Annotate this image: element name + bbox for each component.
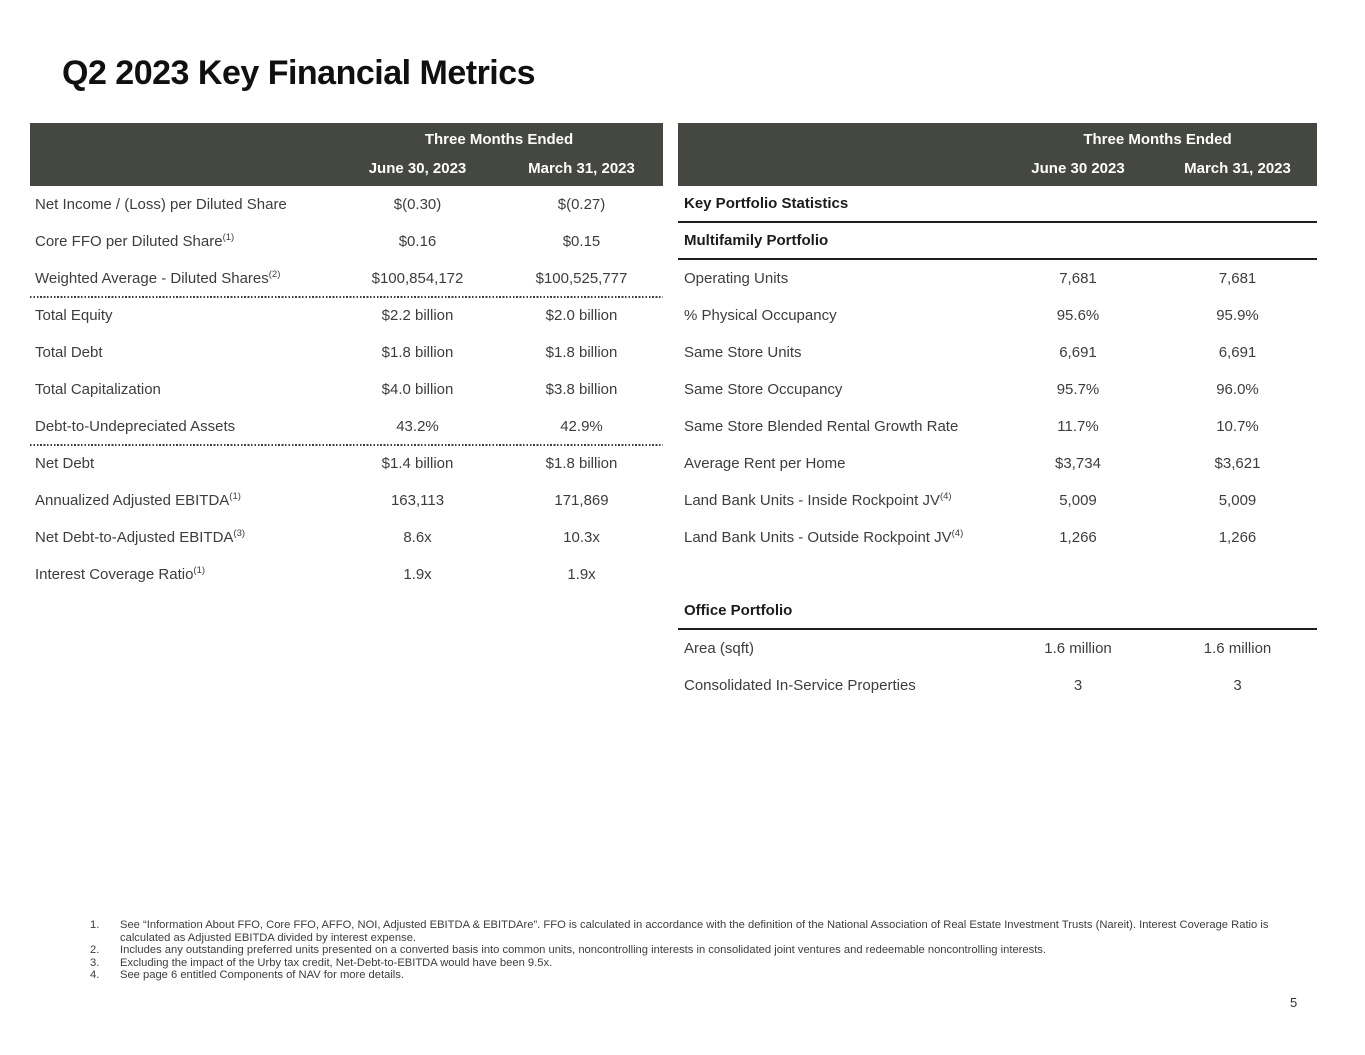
row-value-june: $4.0 billion <box>381 381 454 398</box>
table-row <box>678 482 1317 519</box>
table-row <box>30 186 663 223</box>
row-label: % Physical Occupancy <box>684 307 837 324</box>
table-row <box>678 519 1317 556</box>
footnote-ref: (2) <box>268 269 281 280</box>
row-label: Land Bank Units - Inside Rockpoint JV$^{(4)}$ <box>684 491 952 509</box>
table-row <box>678 297 1317 334</box>
row-label: Core FFO per Diluted Share$^{(1)}$ <box>35 232 235 250</box>
row-value-march: $(0.27) <box>557 196 606 213</box>
period-label: Three Months Ended <box>424 131 574 148</box>
table-row <box>30 334 663 371</box>
footnotes <box>90 919 1275 982</box>
row-label: Net Debt <box>35 455 95 472</box>
row-label: Same Store Units <box>684 344 802 361</box>
table-row <box>30 482 663 519</box>
row-value-june: 1,266 <box>1059 529 1097 546</box>
row-label: Average Rent per Home <box>684 455 846 472</box>
footnote-ref: (4) <box>939 491 952 502</box>
capitalization-group <box>30 297 663 445</box>
table-row <box>678 667 1317 704</box>
footnote-text: See page 6 entitled Components of NAV for more details. <box>120 969 404 981</box>
column-header-march: March 31, 2023 <box>528 160 635 177</box>
row-value-march: 171,869 <box>554 492 609 509</box>
row-label: Total Capitalization <box>35 381 161 398</box>
row-value-june: $2.2 billion <box>381 307 454 324</box>
row-value-june: 95.6% <box>1056 307 1100 324</box>
row-value-march: $3.8 billion <box>545 381 618 398</box>
row-value-march: 1.6 million <box>1203 640 1272 657</box>
row-value-june: $0.16 <box>398 233 437 250</box>
table-row <box>678 408 1317 445</box>
row-value-march: 1,266 <box>1218 529 1257 546</box>
row-value-march: $1.8 billion <box>545 455 618 472</box>
row-value-june: $1.4 billion <box>381 455 454 472</box>
table-row <box>30 371 663 408</box>
row-value-march: $1.8 billion <box>545 344 618 361</box>
row-value-june: 7,681 <box>1059 270 1097 287</box>
row-value-march: 3 <box>1233 677 1242 694</box>
row-label: Interest Coverage Ratio$^{(1)}$ <box>35 565 206 583</box>
row-value-june: 163,113 <box>390 492 445 509</box>
multifamily-group <box>678 260 1317 556</box>
row-label: Weighted Average - Diluted Shares$^{(2)}$ <box>35 269 281 287</box>
table-row <box>678 371 1317 408</box>
table-row <box>30 297 663 334</box>
row-value-march: 1.9x <box>567 566 596 583</box>
footnote-item <box>90 944 1275 957</box>
row-value-march: 95.9% <box>1216 307 1259 324</box>
row-value-june: 43.2% <box>396 418 439 435</box>
row-label: Operating Units <box>684 270 789 287</box>
row-value-march: $100,525,777 <box>535 270 628 287</box>
row-value-march: 6,691 <box>1218 344 1257 361</box>
section-title-key-portfolio-statistics: Key Portfolio Statistics <box>678 186 1317 223</box>
left-period-row <box>30 131 663 148</box>
footnote-text: Includes any outstanding preferred units presented on a converted basis into common units, noncontrolling interests in consolidated joint ventures and redeemable noncontrolling interests. <box>120 944 1047 956</box>
period-label: Three Months Ended <box>1083 131 1232 148</box>
row-value-march: 10.7% <box>1216 418 1259 435</box>
footnote-ref: (4) <box>951 528 964 539</box>
footnote-number: 1. <box>90 919 100 931</box>
row-value-june: 3 <box>1073 677 1083 694</box>
row-label: Land Bank Units - Outside Rockpoint JV$^{(4)}$ <box>684 528 964 546</box>
portfolio-statistics-table <box>678 123 1317 704</box>
spacer-row <box>678 556 1317 593</box>
table-row <box>678 334 1317 371</box>
column-header-march: March 31, 2023 <box>1184 160 1291 177</box>
footnote-ref: (1) <box>193 565 206 576</box>
table-row <box>30 556 663 593</box>
dotted-divider <box>30 296 663 298</box>
footnote-number: 3. <box>90 956 100 969</box>
row-label: Net Income / (Loss) per Diluted Share <box>35 196 287 213</box>
footnote-number: 2. <box>90 944 100 956</box>
row-label: Total Debt <box>35 344 103 361</box>
footnote-text: Excluding the impact of the Urby tax credit, Net-Debt-to-EBITDA would have been 9.5x. <box>120 956 553 969</box>
table-row <box>678 260 1317 297</box>
page-number: 5 <box>1290 995 1298 1010</box>
section-title-multifamily-portfolio: Multifamily Portfolio <box>678 223 1317 260</box>
row-value-june: 6,691 <box>1059 344 1097 361</box>
row-value-march: 96.0% <box>1216 381 1259 398</box>
row-label: Total Equity <box>35 307 113 324</box>
table-row <box>30 519 663 556</box>
row-label: Annualized Adjusted EBITDA$^{(1)}$ <box>35 491 241 509</box>
row-value-june: 5,009 <box>1059 492 1097 509</box>
debt-metrics-group <box>30 445 663 593</box>
left-table-header-bar <box>30 123 663 186</box>
row-value-june: 95.7% <box>1056 381 1100 398</box>
column-header-june: June 30 2023 <box>1031 160 1125 177</box>
right-period-row <box>678 131 1317 148</box>
row-value-june: $100,854,172 <box>371 270 464 287</box>
row-value-march: 5,009 <box>1218 492 1257 509</box>
row-value-june: 1.9x <box>403 566 432 583</box>
footnote-item <box>90 969 1275 982</box>
row-value-march: 42.9% <box>560 418 603 435</box>
table-row <box>30 260 663 297</box>
row-value-june: 8.6x <box>403 529 432 546</box>
footnote-ref: (1) <box>222 232 235 243</box>
right-dates-row <box>678 160 1317 177</box>
footnote-text: See “Information About FFO, Core FFO, AFFO, NOI, Adjusted EBITDA & EBITDAre”. FFO is calculated in accordance with the definition of the National Association of Real Estate Investment Trusts (Nareit). Interest Coverage Ratio is calculated as Adjusted EBITDA divided by interest expense. <box>120 919 1269 944</box>
per-share-group <box>30 186 663 297</box>
page-title: Q2 2023 Key Financial Metrics <box>62 54 536 92</box>
row-value-march: $2.0 billion <box>545 307 618 324</box>
row-label: Same Store Occupancy <box>684 381 843 398</box>
left-dates-row <box>30 160 663 177</box>
financial-metrics-table <box>30 123 663 593</box>
row-value-march: $3,621 <box>1214 455 1261 472</box>
footnote-ref: (3) <box>233 528 246 539</box>
row-label: Consolidated In-Service Properties <box>684 677 916 694</box>
section-title-office-portfolio: Office Portfolio <box>678 593 1317 630</box>
row-value-june: 1.6 million <box>1044 640 1112 657</box>
footnote-item <box>90 957 1275 970</box>
row-value-march: 7,681 <box>1218 270 1257 287</box>
table-row <box>678 445 1317 482</box>
footnote-number: 4. <box>90 969 100 981</box>
row-label: Same Store Blended Rental Growth Rate <box>684 418 959 435</box>
table-row <box>30 408 663 445</box>
column-header-june: June 30, 2023 <box>368 160 467 177</box>
table-row <box>30 223 663 260</box>
row-value-june: 11.7% <box>1057 418 1099 435</box>
row-value-june: $(0.30) <box>393 196 442 213</box>
row-value-march: $0.15 <box>562 233 601 250</box>
row-value-june: $1.8 billion <box>381 344 454 361</box>
right-table-header-bar <box>678 123 1317 186</box>
row-label: Debt-to-Undepreciated Assets <box>35 418 236 435</box>
table-row <box>30 445 663 482</box>
office-group <box>678 630 1317 704</box>
row-value-march: 10.3x <box>563 529 600 546</box>
row-value-june: $3,734 <box>1055 455 1101 472</box>
row-label: Net Debt-to-Adjusted EBITDA$^{(3)}$ <box>35 528 246 546</box>
row-label: Area (sqft) <box>684 640 755 657</box>
footnote-ref: (1) <box>229 491 241 502</box>
footnote-item <box>90 919 1275 944</box>
dotted-divider <box>30 444 663 446</box>
table-row <box>678 630 1317 667</box>
